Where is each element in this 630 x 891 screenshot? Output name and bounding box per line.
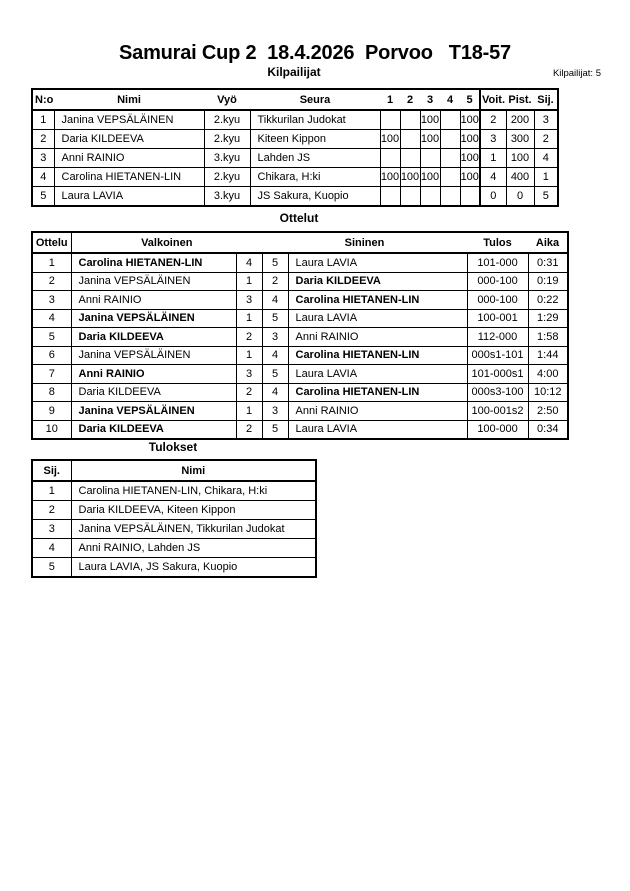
match-no: 6	[32, 346, 71, 365]
competitor-name: Daria KILDEEVA	[54, 130, 204, 149]
white-name: Daria KILDEEVA	[71, 328, 236, 347]
match-no: 9	[32, 402, 71, 421]
results-header-row	[32, 460, 316, 481]
result-place: 1	[32, 481, 71, 501]
col-header-5: 5	[460, 89, 480, 110]
white-number: 2	[236, 328, 262, 347]
blue-name: Laura LAVIA	[288, 420, 467, 439]
matches-section-title: Ottelut	[279, 211, 319, 225]
col-header-1: 1	[380, 89, 400, 110]
match-result: 100-000	[467, 420, 528, 439]
competitor-club: JS Sakura, Kuopio	[250, 187, 380, 207]
blue-number: 5	[262, 365, 288, 384]
result-place: 4	[32, 539, 71, 558]
match-row	[32, 253, 568, 272]
col-header-white: Valkoinen	[71, 232, 262, 253]
result-row	[32, 558, 316, 578]
blue-number: 5	[262, 253, 288, 272]
white-name: Carolina HIETANEN-LIN	[71, 253, 236, 272]
blue-number: 4	[262, 346, 288, 365]
white-number: 1	[236, 346, 262, 365]
match-score-3: 100	[420, 130, 440, 149]
col-header-points: Pist.	[506, 89, 534, 110]
match-row	[32, 291, 568, 310]
match-score-4	[440, 149, 460, 168]
competitor-wins: 2	[480, 110, 506, 130]
match-no: 7	[32, 365, 71, 384]
results-table	[31, 459, 317, 578]
match-time: 0:34	[528, 420, 568, 439]
result-name: Laura LAVIA, JS Sakura, Kuopio	[71, 558, 316, 578]
blue-name: Carolina HIETANEN-LIN	[288, 383, 467, 402]
col-header-name: Nimi	[71, 460, 316, 481]
col-header-match-no: Ottelu	[32, 232, 71, 253]
result-row	[32, 539, 316, 558]
match-time: 1:29	[528, 309, 568, 328]
blue-name: Laura LAVIA	[288, 365, 467, 384]
blue-number: 5	[262, 309, 288, 328]
col-header-no: N:o	[32, 89, 54, 110]
blue-name: Anni RAINIO	[288, 328, 467, 347]
competitor-row	[32, 168, 558, 187]
result-row	[32, 501, 316, 520]
white-name: Janina VEPSÄLÄINEN	[71, 402, 236, 421]
result-row	[32, 520, 316, 539]
col-header-place: Sij.	[534, 89, 558, 110]
white-name: Anni RAINIO	[71, 365, 236, 384]
competitor-place: 3	[534, 110, 558, 130]
white-number: 1	[236, 309, 262, 328]
white-number: 3	[236, 291, 262, 310]
match-result: 000-100	[467, 291, 528, 310]
result-name: Daria KILDEEVA, Kiteen Kippon	[71, 501, 316, 520]
competitor-row	[32, 187, 558, 207]
match-no: 4	[32, 309, 71, 328]
match-row	[32, 309, 568, 328]
col-header-belt: Vyö	[204, 89, 250, 110]
match-score-2	[400, 130, 420, 149]
col-header-4: 4	[440, 89, 460, 110]
competitor-no: 5	[32, 187, 54, 207]
match-score-4	[440, 110, 460, 130]
match-score-3	[420, 187, 440, 207]
match-result: 101-000s1	[467, 365, 528, 384]
col-header-wins: Voit.	[480, 89, 506, 110]
results-section-title: Tulokset	[148, 440, 198, 454]
match-score-5: 100	[460, 130, 480, 149]
competitor-place: 4	[534, 149, 558, 168]
blue-name: Carolina HIETANEN-LIN	[288, 291, 467, 310]
competitor-points: 0	[506, 187, 534, 207]
match-score-5: 100	[460, 168, 480, 187]
white-name: Janina VEPSÄLÄINEN	[71, 346, 236, 365]
competitor-name: Laura LAVIA	[54, 187, 204, 207]
match-score-2	[400, 110, 420, 130]
match-row	[32, 383, 568, 402]
blue-name: Carolina HIETANEN-LIN	[288, 346, 467, 365]
match-time: 1:44	[528, 346, 568, 365]
competitors-section-title: Kilpailijat	[267, 65, 321, 79]
match-row	[32, 420, 568, 439]
matches-header-row	[32, 232, 568, 253]
col-header-place: Sij.	[32, 460, 71, 481]
match-no: 1	[32, 253, 71, 272]
result-place: 3	[32, 520, 71, 539]
competitor-club: Chikara, H:ki	[250, 168, 380, 187]
match-score-2	[400, 149, 420, 168]
match-score-1	[380, 187, 400, 207]
match-score-5	[460, 187, 480, 207]
white-name: Janina VEPSÄLÄINEN	[71, 309, 236, 328]
competitor-belt: 2.kyu	[204, 130, 250, 149]
competitor-place: 2	[534, 130, 558, 149]
result-name: Anni RAINIO, Lahden JS	[71, 539, 316, 558]
competitor-wins: 3	[480, 130, 506, 149]
blue-number: 4	[262, 291, 288, 310]
match-row	[32, 402, 568, 421]
match-result: 101-000	[467, 253, 528, 272]
match-row	[32, 365, 568, 384]
competitors-table	[31, 88, 559, 207]
blue-number: 5	[262, 420, 288, 439]
match-result: 100-001	[467, 309, 528, 328]
competitor-points: 100	[506, 149, 534, 168]
competitor-row	[32, 149, 558, 168]
white-number: 3	[236, 365, 262, 384]
match-no: 10	[32, 420, 71, 439]
match-no: 8	[32, 383, 71, 402]
competitors-count: Kilpailijat: 5	[552, 68, 601, 79]
match-result: 000s3-100	[467, 383, 528, 402]
match-score-4	[440, 130, 460, 149]
competitor-row	[32, 130, 558, 149]
match-row	[32, 328, 568, 347]
result-name: Carolina HIETANEN-LIN, Chikara, H:ki	[71, 481, 316, 501]
match-time: 0:31	[528, 253, 568, 272]
match-time: 0:22	[528, 291, 568, 310]
competitor-no: 2	[32, 130, 54, 149]
matches-table	[31, 231, 569, 440]
competitor-row	[32, 110, 558, 130]
match-score-1	[380, 149, 400, 168]
competitor-wins: 1	[480, 149, 506, 168]
white-name: Daria KILDEEVA	[71, 383, 236, 402]
match-result: 000-100	[467, 272, 528, 291]
col-header-name: Nimi	[54, 89, 204, 110]
competitor-place: 1	[534, 168, 558, 187]
col-header-3: 3	[420, 89, 440, 110]
white-name: Daria KILDEEVA	[71, 420, 236, 439]
match-score-3: 100	[420, 110, 440, 130]
match-result: 112-000	[467, 328, 528, 347]
col-header-blue: Sininen	[262, 232, 467, 253]
competitor-belt: 2.kyu	[204, 110, 250, 130]
match-score-5: 100	[460, 149, 480, 168]
white-name: Anni RAINIO	[71, 291, 236, 310]
match-time: 4:00	[528, 365, 568, 384]
competitor-points: 300	[506, 130, 534, 149]
competitor-name: Anni RAINIO	[54, 149, 204, 168]
competitor-belt: 3.kyu	[204, 149, 250, 168]
competitor-club: Kiteen Kippon	[250, 130, 380, 149]
competitor-wins: 0	[480, 187, 506, 207]
result-place: 5	[32, 558, 71, 578]
match-score-1: 100	[380, 168, 400, 187]
match-result: 000s1-101	[467, 346, 528, 365]
competitor-club: Lahden JS	[250, 149, 380, 168]
col-header-time: Aika	[528, 232, 568, 253]
result-row	[32, 481, 316, 501]
competitor-name: Janina VEPSÄLÄINEN	[54, 110, 204, 130]
competitor-no: 3	[32, 149, 54, 168]
match-score-4	[440, 187, 460, 207]
competitor-wins: 4	[480, 168, 506, 187]
match-time: 0:19	[528, 272, 568, 291]
blue-number: 3	[262, 328, 288, 347]
match-score-4	[440, 168, 460, 187]
competitor-place: 5	[534, 187, 558, 207]
white-number: 1	[236, 272, 262, 291]
match-row	[32, 346, 568, 365]
competitor-name: Carolina HIETANEN-LIN	[54, 168, 204, 187]
match-score-3	[420, 149, 440, 168]
white-number: 1	[236, 402, 262, 421]
match-score-2	[400, 187, 420, 207]
competitor-club: Tikkurilan Judokat	[250, 110, 380, 130]
result-name: Janina VEPSÄLÄINEN, Tikkurilan Judokat	[71, 520, 316, 539]
col-header-2: 2	[400, 89, 420, 110]
blue-number: 2	[262, 272, 288, 291]
competitor-belt: 2.kyu	[204, 168, 250, 187]
competitors-header-row	[32, 89, 558, 110]
match-no: 5	[32, 328, 71, 347]
result-place: 2	[32, 501, 71, 520]
blue-name: Daria KILDEEVA	[288, 272, 467, 291]
blue-name: Anni RAINIO	[288, 402, 467, 421]
competitor-no: 4	[32, 168, 54, 187]
match-row	[32, 272, 568, 291]
match-time: 2:50	[528, 402, 568, 421]
col-header-club: Seura	[250, 89, 380, 110]
white-number: 2	[236, 420, 262, 439]
competitor-points: 400	[506, 168, 534, 187]
match-no: 3	[32, 291, 71, 310]
white-name: Janina VEPSÄLÄINEN	[71, 272, 236, 291]
match-time: 10:12	[528, 383, 568, 402]
match-score-2: 100	[400, 168, 420, 187]
blue-name: Laura LAVIA	[288, 309, 467, 328]
match-score-1	[380, 110, 400, 130]
competitor-points: 200	[506, 110, 534, 130]
white-number: 2	[236, 383, 262, 402]
match-score-3: 100	[420, 168, 440, 187]
blue-number: 3	[262, 402, 288, 421]
match-score-1: 100	[380, 130, 400, 149]
match-result: 100-001s2	[467, 402, 528, 421]
match-no: 2	[32, 272, 71, 291]
blue-name: Laura LAVIA	[288, 253, 467, 272]
match-score-5: 100	[460, 110, 480, 130]
match-time: 1:58	[528, 328, 568, 347]
competitor-no: 1	[32, 110, 54, 130]
page-title: Samurai Cup 2 18.4.2026 Porvoo T18-57	[119, 42, 511, 64]
blue-number: 4	[262, 383, 288, 402]
white-number: 4	[236, 253, 262, 272]
col-header-result: Tulos	[467, 232, 528, 253]
competitor-belt: 3.kyu	[204, 187, 250, 207]
